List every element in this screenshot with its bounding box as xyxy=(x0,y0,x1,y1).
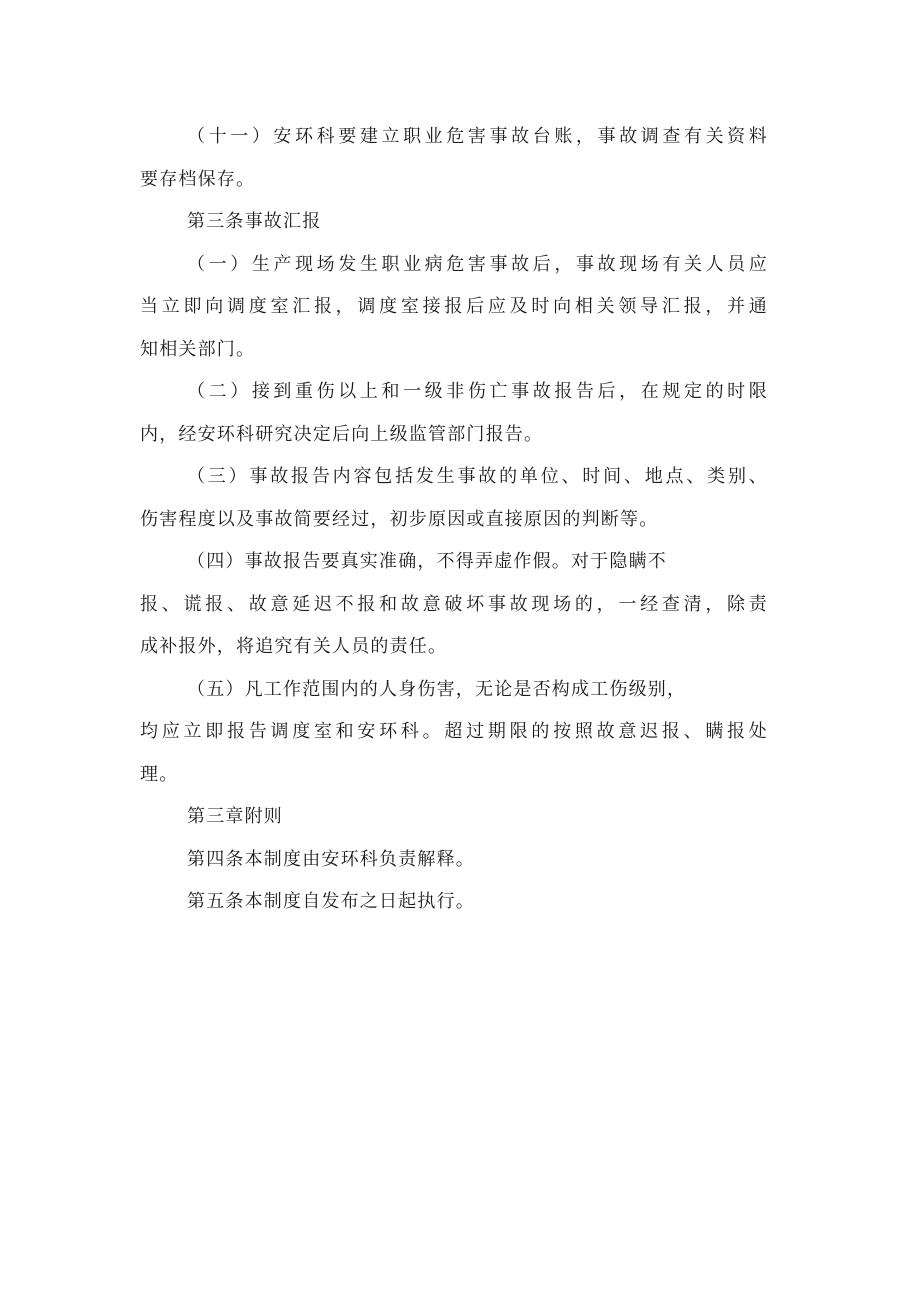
paragraph-line: 理。 xyxy=(140,763,179,785)
paragraph-line: 成补报外，将追究有关人员的责任。 xyxy=(140,636,448,657)
article-line: 第五条本制度自发布之日起执行。 xyxy=(187,891,475,912)
document-body xyxy=(140,116,768,924)
paragraph-line: （十一）安环科要建立职业危害事故台账，事故调查有关资料 xyxy=(187,126,768,147)
section-heading: 第三条事故汇报 xyxy=(187,211,322,232)
paragraph-line: （五）凡工作范围内的人身伤害，无论是否构成工伤级别， xyxy=(187,678,687,700)
paragraph-line: 当立即向调度室汇报，调度室接报后应及时向相关领导汇报，并通 xyxy=(140,296,768,317)
paragraph-line: （二）接到重伤以上和一级非伤亡事故报告后，在规定的时限 xyxy=(187,381,768,402)
paragraph-line: 伤害程度以及事故简要经过，初步原因或直接原因的判断等。 xyxy=(140,508,659,530)
paragraph-line: （三）事故报告内容包括发生事故的单位、时间、地点、类别、 xyxy=(187,466,768,487)
paragraph-line: 均应立即报告调度室和安环科。超过期限的按照故意迟报、瞒报处 xyxy=(140,721,768,742)
paragraph-line: 要存档保存。 xyxy=(140,168,256,190)
paragraph-line: 报、谎报、故意延迟不报和故意破坏事故现场的，一经查清，除责 xyxy=(140,593,768,615)
article-line: 第四条本制度由安环科负责解释。 xyxy=(187,848,475,870)
paragraph-line: 内，经安环科研究决定后向上级监管部门报告。 xyxy=(140,423,544,445)
paragraph-line: （四）事故报告要真实准确，不得弄虚作假。对于隐瞒不 xyxy=(187,551,667,572)
chapter-heading: 第三章附则 xyxy=(187,806,283,827)
paragraph-line: 知相关部门。 xyxy=(140,338,256,360)
paragraph-line: （一）生产现场发生职业病危害事故后，事故现场有关人员应 xyxy=(187,253,768,275)
